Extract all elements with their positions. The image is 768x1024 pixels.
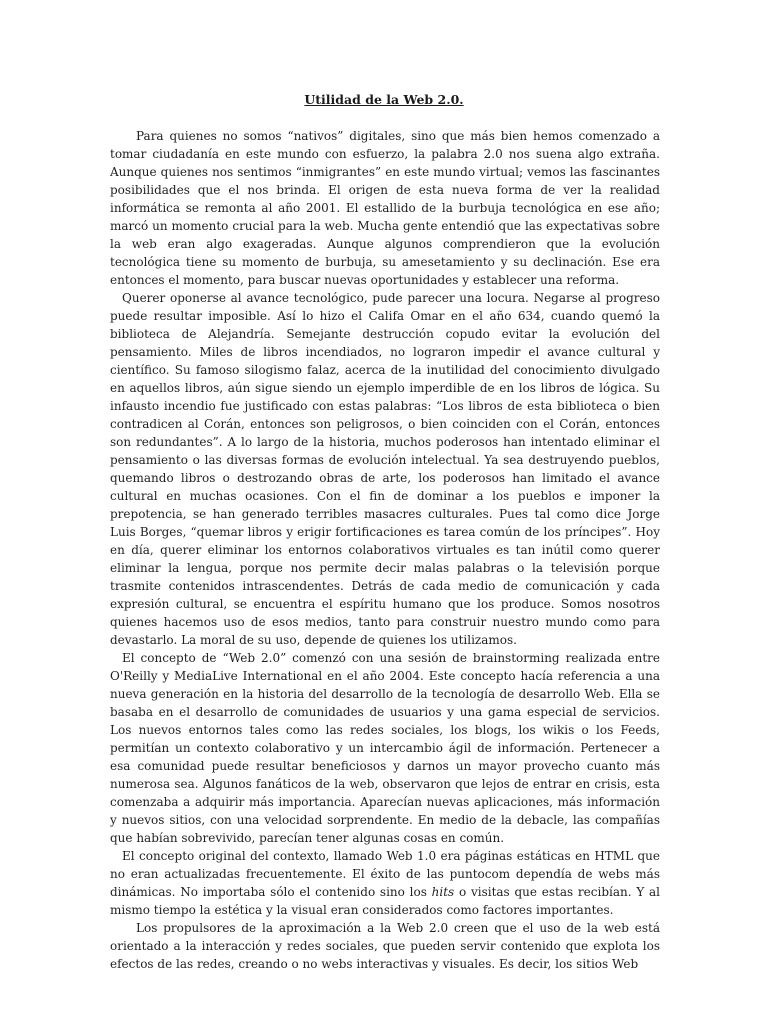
paragraph-5: Los propulsores de la aproximación a la Web 2.0 creen que el uso de la web está orientado a la interacción y redes sociales, que pueden servir contenido que explota los efectos de las redes, creando o no webs interactivas y visuales. Es decir, los sitios Web <box>110 921 660 971</box>
paragraph-4-text-before: El concepto original del contexto, llamado Web 1.0 era páginas estáticas en HTML que no eran actualizadas frecuentemente. El éxito de las puntocom dependía de webs más dinámicas. No importaba sólo el contenido sino los <box>110 849 660 899</box>
paragraph-4 <box>110 847 660 919</box>
document-body <box>110 127 660 973</box>
paragraph-2: Querer oponerse al avance tecnológico, pude parecer una locura. Negarse al progreso puede resultar imposible. Así lo hizo el Califa Omar en el año 634, cuando quemó la biblioteca de Alejandría. Semejante destrucción copudo evitar la evolución del pensamiento. Miles de libros incendiados, no lograron impedir el avance cultural y científico. Su famoso silogismo falaz, acerca de la inutilidad del conocimiento divulgado en aquellos libros, aún sigue siendo un ejemplo imperdible de en los libros de lógica. Su infausto incendio fue justificado con estas palabras: “Los libros de esta biblioteca o bien contradicen al Corán, entonces son peligrosos, o bien coinciden con el Corán, entonces son redundantes”. A lo largo de la historia, muchos poderosos han intentado eliminar el pensamiento o las diversas formas de evolución intelectual. Ya sea destruyendo pueblos, quemando libros o destrozando obras de arte, los poderosos han limitado el avance cultural en muchas ocasiones. Con el fin de dominar a los pueblos e imponer la prepotencia, se han generado terribles masacres culturales. Pues tal como dice Jorge Luis Borges, “quemar libros y erigir fortificaciones es tarea común de los príncipes”. Hoy en día, querer eliminar los entornos colaborativos virtuales es tan inútil como querer eliminar la lengua, porque nos permite decir malas palabras o la televisión porque trasmite contenidos intrascendentes. Detrás de cada medio de comunicación y cada expresión cultural, se encuentra el espíritu humano que los produce. Somos nosotros quienes hacemos uso de esos medios, tanto para construir nuestro mundo como para devastarlo. La moral de su uso, depende de quienes los utilizamos. <box>110 291 660 647</box>
document-title <box>0 91 768 109</box>
paragraph-1: Para quienes no somos “nativos” digitales, sino que más bien hemos comenzado a tomar ciudadanía en este mundo con esfuerzo, la palabra 2.0 nos suena algo extraña. Aunque quienes nos sentimos “inmigrantes” en este mundo virtual; vemos las fascinantes posibilidades que el nos brinda. El origen de esta nueva forma de ver la realidad informática se remonta al año 2001. El estallido de la burbuja tecnológica en ese año; marcó un momento crucial para la web. Mucha gente entendió que las expectativas sobre la web eran algo exageradas. Aunque algunos comprendieron que la evolución tecnológica tiene su momento de burbuja, su amesetamiento y su declinación. Ese era entonces el momento, para buscar nuevas oportunidades y establecer una reforma. <box>110 129 660 287</box>
paragraph-3: El concepto de “Web 2.0” comenzó con una sesión de brainstorming realizada entre O'Reilly y MediaLive International en el año 2004. Este concepto hacía referencia a una nueva generación en la historia del desarrollo de la tecnología de desarrollo Web. Ella se basaba en el desarrollo de comunidades de usuarios y una gama especial de servicios. Los nuevos entornos tales como las redes sociales, los blogs, los wikis o los Feeds, permitían un contexto colaborativo y un intercambio ágil de información. Pertenecer a esa comunidad puede resultar beneficiosos y darnos un mayor provecho cuanto más numerosa sea. Algunos fanáticos de la web, observaron que lejos de entrar en crisis, esta comenzaba a adquirir más importancia. Aparecían nuevas aplicaciones, más información y nuevos sitios, con una velocidad sorprendente. En medio de la debacle, las compañías que habían sobrevivido, parecían tener algunas cosas en común. <box>110 651 660 845</box>
paragraph-4-emphasis: hits <box>431 885 455 899</box>
document-title-text: Utilidad de la Web 2.0. <box>304 92 464 107</box>
paragraph-4-text-after: o visitas que estas recibían. Y al mismo tiempo la estética y la visual eran considerados como factores importantes. <box>110 885 660 917</box>
